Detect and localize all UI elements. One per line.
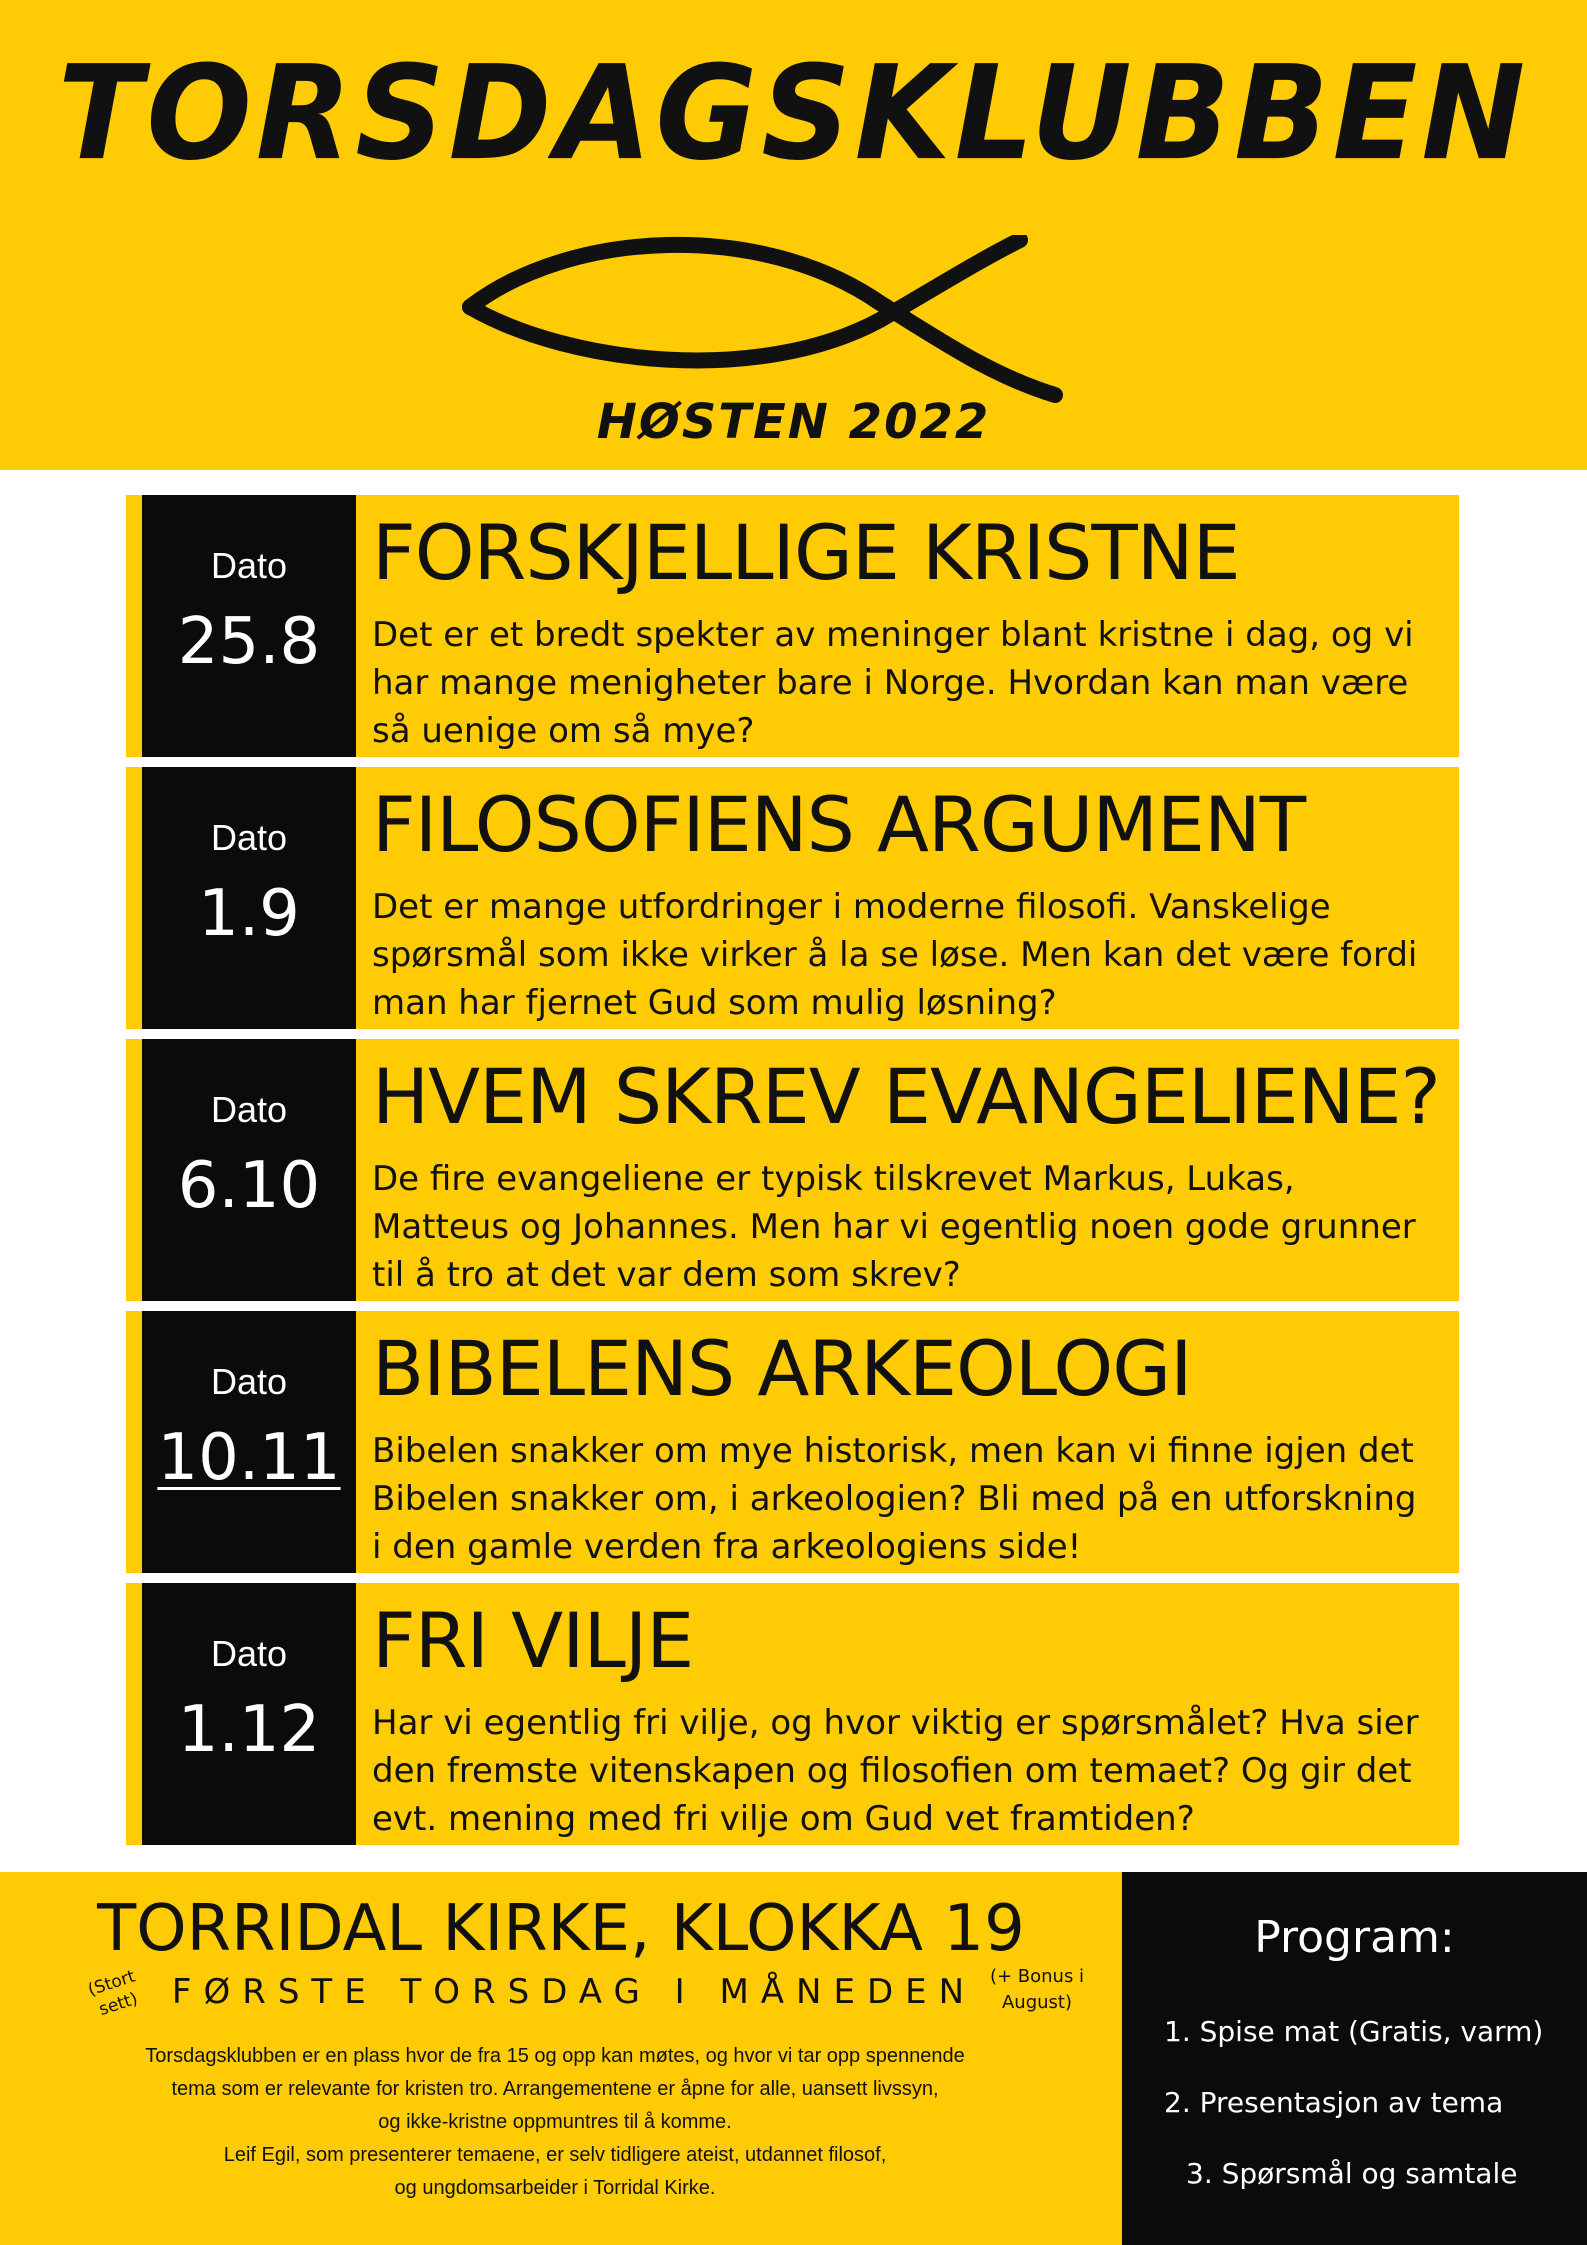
date-box [142,495,356,757]
session-card [126,1583,1459,1845]
date-box [142,1311,356,1573]
session-card [126,1039,1459,1301]
program-title: Program: [1254,1912,1455,1963]
date-box [142,1583,356,1845]
topic-description: Det er mange utfordringer i moderne filosofi. Vanskelige spørsmål som ikke virker å la se løse. Men kan det være fordi man har fjernet Gud som mulig løsning? [372,887,1418,1023]
location-heading: TORRIDAL KIRKE, KLOKKA 19 [97,1892,1025,1966]
page-title: TORSDAGSKLUBBEN [57,38,1530,190]
topic-title: HVEM SKREV EVANGELIENE? [372,1052,1440,1141]
ichthys-fish-icon [460,235,1120,410]
date-value: 6.10 [177,1149,321,1223]
session-card [126,495,1459,757]
session-card [126,1311,1459,1573]
header-banner [0,0,1587,470]
date-label: Dato [210,1361,288,1402]
about-line: og ikke-kristne oppmuntres til å komme. [378,2111,732,2133]
date-label: Dato [210,1633,288,1674]
date-label: Dato [210,1089,288,1130]
date-value: 1.9 [198,877,300,951]
schedule-text: FØRSTE TORSDAG I MÅNEDEN [171,1972,977,2012]
topic-description: Bibelen snakker om mye historisk, men kan vi finne igjen det Bibelen snakker om, i arkeologien? Bli med på en utforskning i den gamle verden fra arkeologiens side! [372,1431,1417,1567]
topic-title: FILOSOFIENS ARGUMENT [372,780,1306,869]
about-line: Torsdagsklubben er en plass hvor de fra 15 og opp kan møtes, og hvor vi tar opp spennende [145,2045,965,2067]
topic-title: FRI VILJE [372,1596,694,1685]
topic-description: Det er et bredt spekter av meninger blant kristne i dag, og vi har mange menigheter bare i Norge. Hvordan kan man være så uenige om så mye? [372,615,1414,751]
about-line: tema som er relevante for kristen tro. Arrangementene er åpne for alle, uansett livssyn, [171,2078,939,2100]
date-label: Dato [210,817,288,858]
about-line: og ungdomsarbeider i Torridal Kirke. [394,2177,716,2199]
schedule-note-left: (Stort sett) [85,1966,141,2021]
program-panel [1122,1872,1587,2245]
topic-description: Har vi egentlig fri vilje, og hvor viktig er spørsmålet? Hva sier den fremste vitenskapen og filosofien om temaet? Og gir det evt. mening med fri vilje om Gud vet framtiden? [372,1703,1419,1839]
about-line: Leif Egil, som presenterer temaene, er selv tidligere ateist, utdannet filosof, [223,2144,887,2166]
topic-description: De fire evangeliene er typisk tilskrevet Markus, Lukas, Matteus og Johannes. Men har vi egentlig noen gode grunner til å tro at det var dem som skrev? [372,1159,1416,1295]
topic-title: FORSKJELLIGE KRISTNE [372,508,1240,597]
date-value: 25.8 [177,605,321,679]
date-label: Dato [210,545,288,586]
date-box [142,1039,356,1301]
topic-title: BIBELENS ARKEOLOGI [372,1324,1192,1413]
footer-info [0,1872,1122,2245]
program-list [1164,2012,1584,2225]
date-value: 10.11 [157,1421,341,1495]
schedule-note-right: (+ Bonus i August) [989,1966,1085,2013]
program-item: 1. Spise mat (Gratis, varm) [1164,2015,1544,2048]
session-card [126,767,1459,1029]
date-value: 1.12 [177,1693,321,1767]
about-text [40,2040,1070,2205]
session-list [126,495,1459,1855]
program-item: 3. Spørsmål og samtale [1186,2157,1518,2190]
date-box [142,767,356,1029]
season-subtitle: HØSTEN 2022 [596,394,991,450]
program-item: 2. Presentasjon av tema [1164,2086,1504,2119]
